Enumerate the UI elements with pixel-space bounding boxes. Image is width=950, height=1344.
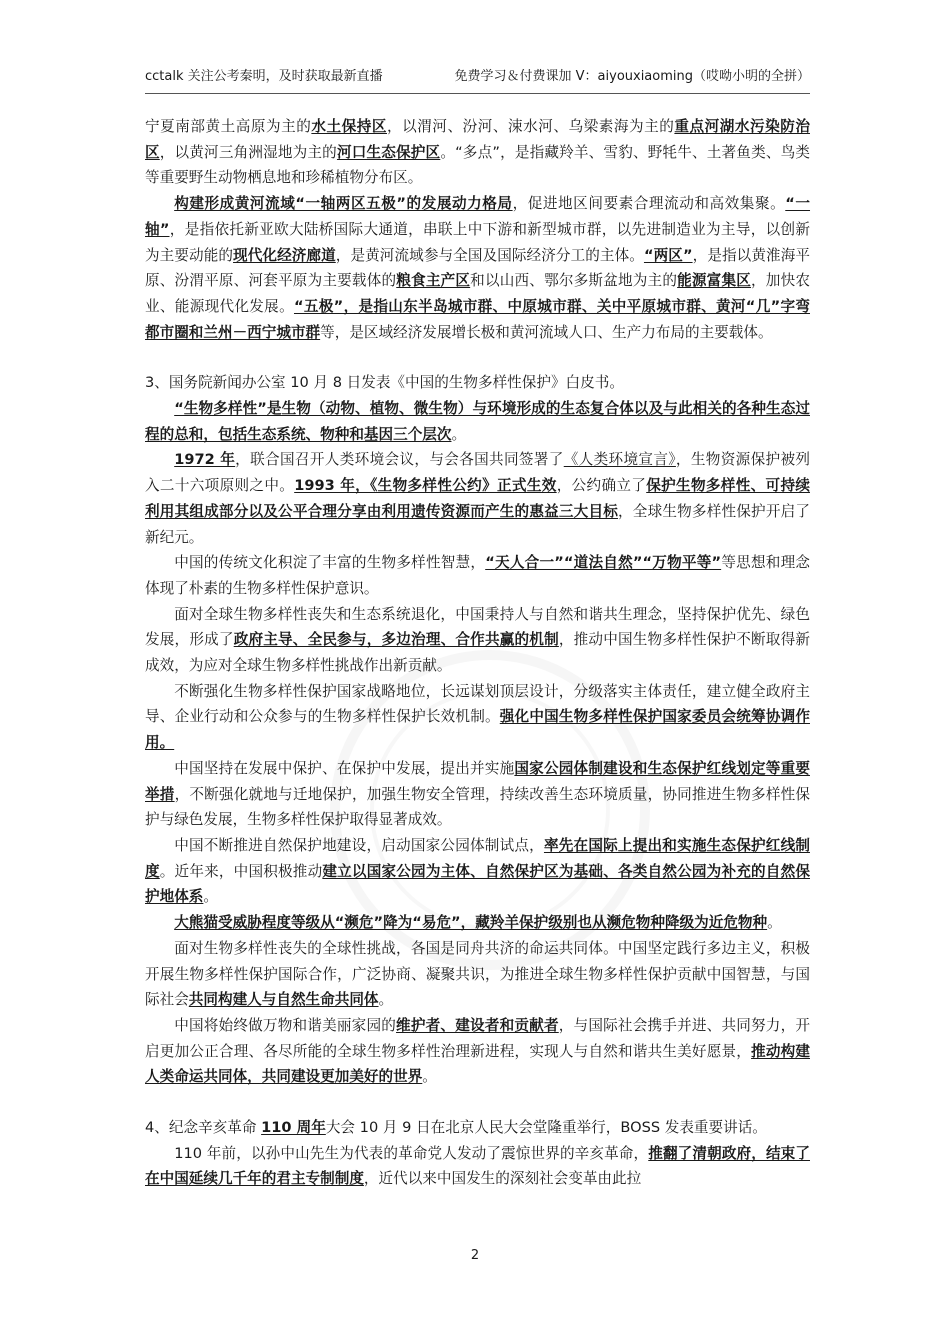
paragraph: 大熊猫受威胁程度等级从“濒危”降为“易危”，藏羚羊保护级别也从濒危物种降级为近危物种。 [174, 914, 782, 932]
paragraph: 中国不断推进自然保护地建设，启动国家公园体制试点，率先在国际上提出和实施生态保护红线制度。近年来，中国积极推动建立以国家公园为主体、自然保护区为基础、各类自然公园为补充的自然保护地体系。 [145, 836, 810, 906]
paragraph: “生物多样性”是生物（动物、植物、微生物）与环境形成的生态复合体以及与此相关的各种生态过程的总和，包括生态系统、物种和基因三个层次。 [145, 400, 810, 443]
header-left-text: cctalk 关注公考秦明，及时获取最新直播 [145, 69, 383, 84]
paragraph: 中国的传统文化积淀了丰富的生物多样性智慧，“天人合一”“道法自然”“万物平等”等思想和理念体现了朴素的生物多样性保护意识。 [145, 554, 810, 597]
page-number: 2 [470, 1248, 480, 1263]
paragraph: 面对全球生物多样性丧失和生态系统退化，中国秉持人与自然和谐共生理念，坚持保护优先、绿色发展，形成了政府主导、全民参与，多边治理、合作共赢的机制，推动中国生物多样性保护不断取得新成效，为应对全球生物多样性挑战作出新贡献。 [145, 605, 810, 675]
paragraph: 不断强化生物多样性保护国家战略地位，长远谋划顶层设计，分级落实主体责任，建立健全政府主导、企业行动和公众参与的生物多样性保护长效机制。强化中国生物多样性保护国家委员会统筹协调作用。 [145, 682, 810, 752]
section-heading: 3、国务院新闻办公室 10 月 8 日发表《中国的生物多样性保护》白皮书。 [145, 374, 624, 392]
paragraph: 110 年前，以孙中山先生为代表的革命党人发动了震惊世界的辛亥革命，推翻了清朝政府，结束了在中国延续几千年的君主专制制度，近代以来中国发生的深刻社会变革由此拉 [145, 1144, 810, 1188]
paragraph: 1972 年，联合国召开人类环境会议，与会各国共同签署了《人类环境宣言》，生物资源保护被列入二十六项原则之中。1993 年，《生物多样性公约》正式生效，公约确立了保护生物多样性、可持续利用其组成部分以及公平合理分享由利用遗传资源而产生的惠益三大目标，全球生物多样性保护开启了新纪元。 [145, 451, 810, 546]
paragraph: 构建形成黄河流域“一轴两区五极”的发展动力格局，促进地区间要素合理流动和高效集聚。“一轴”，是指依托新亚欧大陆桥国际大通道，串联上中下游和新型城市群，以先进制造业为主导，以创新为主要动能的现代化经济廊道，是黄河流域参与全国及国际经济分工的主体。“两区”，是指以黄淮海平原、汾渭平原、河套平原为主要载体的粮食主产区和以山西、鄂尔多斯盆地为主的能源富集区，加快农业、能源现代化发展。“五极”，是指山东半岛城市群、中原城市群、关中平原城市群、黄河“几”字弯都市圈和兰州－西宁城市群等，是区域经济发展增长极和黄河流域人口、生产力布局的主要载体。 [145, 195, 811, 341]
paragraph: 宁夏南部黄土高原为主的水土保持区，以渭河、汾河、涑水河、乌梁素海为主的重点河湖水污染防治区，以黄河三角洲湿地为主的河口生态保护区。“多点”，是指藏羚羊、雪豹、野牦牛、土著鱼类、鸟类等重要野生动物栖息地和珍稀植物分布区。 [145, 118, 810, 187]
paragraph: 面对生物多样性丧失的全球性挑战，各国是同舟共济的命运共同体。中国坚定践行多边主义，积极开展生物多样性保护国际合作，广泛协商、凝聚共识，为推进全球生物多样性保护贡献中国智慧，与国际社会共同构建人与自然生命共同体。 [145, 939, 810, 1009]
section-heading: 4、纪念辛亥革命 110 周年大会 10 月 9 日在北京人民大会堂隆重举行，BOSS 发表重要讲话。 [145, 1119, 767, 1137]
document-body [145, 114, 810, 1192]
paragraph: 中国坚持在发展中保护、在保护中发展，提出并实施国家公园体制建设和生态保护红线划定等重要举措，不断强化就地与迁地保护，加强生物安全管理，持续改善生态环境质量，协同推进生物多样性保护与绿色发展，生物多样性保护取得显著成效。 [145, 759, 810, 829]
paragraph: 中国将始终做万物和谐美丽家园的维护者、建设者和贡献者，与国际社会携手并进、共同努力，开启更加公正合理、各尽所能的全球生物多样性治理新进程，实现人与自然和谐共生美好愿景，推动构建人类命运共同体，共同建设更加美好的世界。 [145, 1016, 810, 1086]
header-right-text: 免费学习＆付费课加 V：aiyouxiaoming（哎呦小明的全拼） [454, 69, 810, 84]
page-header [145, 68, 810, 94]
